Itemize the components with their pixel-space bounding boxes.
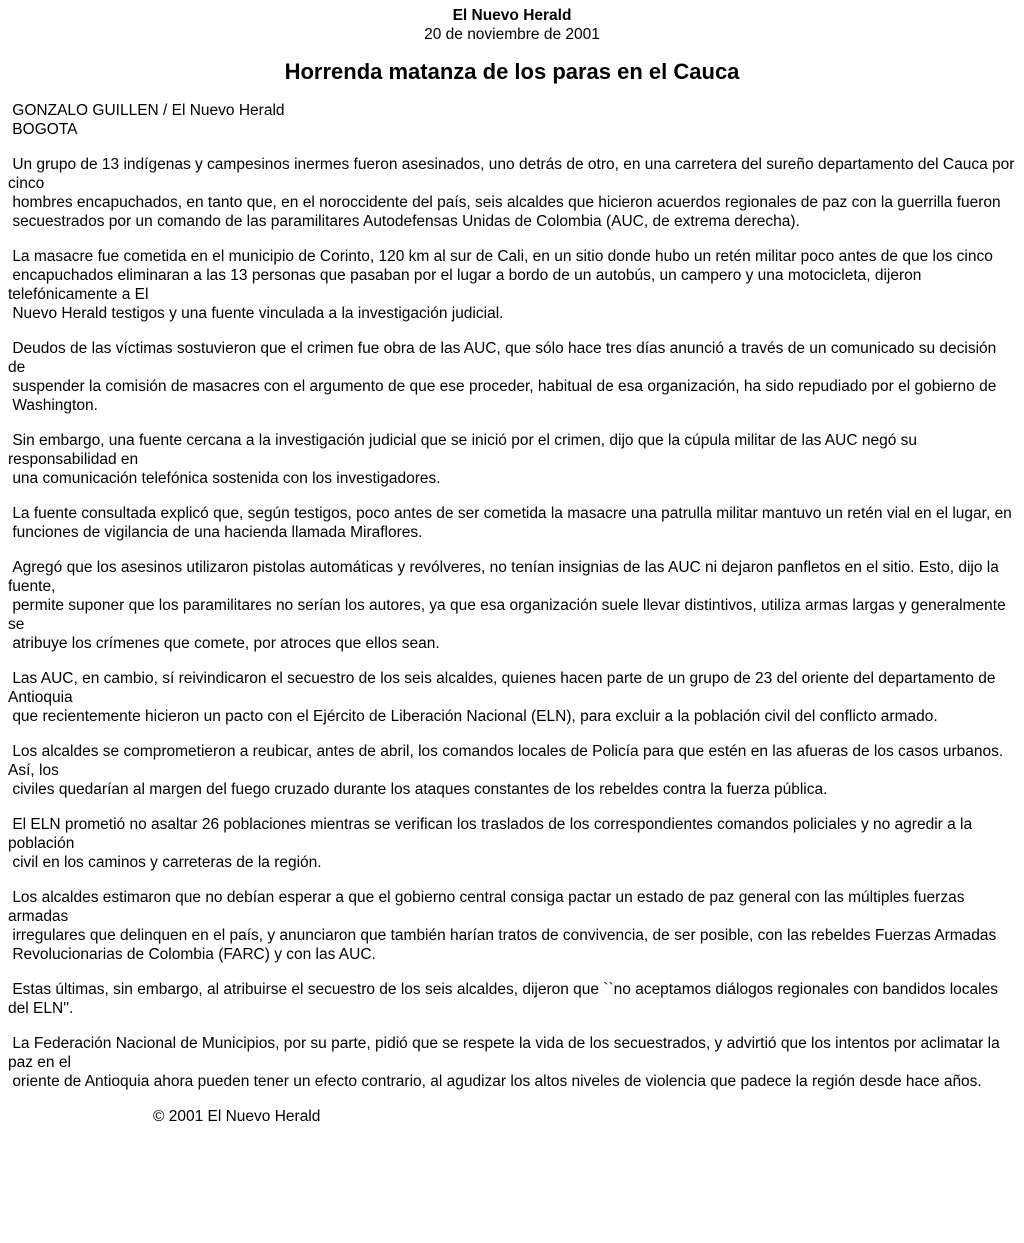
paragraph-line: atribuye los crímenes que comete, por atroces que ellos sean. bbox=[8, 635, 440, 652]
article-paragraph bbox=[8, 339, 1016, 415]
publication-name: El Nuevo Herald bbox=[452, 7, 572, 24]
article-meta bbox=[8, 101, 1016, 139]
article-paragraph bbox=[8, 504, 1016, 542]
paragraph-line: hombres encapuchados, en tanto que, en el noroccidente del país, seis alcaldes que hicieron acuerdos regionales de paz con la guerrilla fueron bbox=[8, 194, 1001, 211]
paragraph-line: La Federación Nacional de Municipios, por su parte, pidió que se respete la vida de los secuestrados, y advirtió que los intentos por aclimatar la paz en el bbox=[8, 1035, 1005, 1071]
dateline: BOGOTA bbox=[8, 121, 78, 138]
paragraph-line: una comunicación telefónica sostenida con los investigadores. bbox=[8, 470, 441, 487]
paragraph-line: civiles quedarían al margen del fuego cruzado durante los ataques constantes de los rebeldes contra la fuerza pública. bbox=[8, 781, 828, 798]
article-paragraph bbox=[8, 155, 1019, 231]
article-paragraph bbox=[8, 669, 1016, 726]
article-paragraph bbox=[8, 742, 1016, 799]
publication-date: 20 de noviembre de 2001 bbox=[424, 26, 600, 43]
paragraph-line: permite suponer que los paramilitares no serían los autores, ya que esa organización suele llevar distintivos, utiliza armas largas y generalmente se bbox=[8, 597, 1011, 633]
article-paragraph bbox=[8, 888, 1016, 964]
article-paragraph bbox=[8, 431, 1016, 488]
paragraph-line: que recientemente hicieron un pacto con el Ejército de Liberación Nacional (ELN), para excluir a la población civil del conflicto armado. bbox=[8, 708, 938, 725]
paragraph-line: irregulares que delinquen en el país, y anunciaron que también harían tratos de convivencia, de ser posible, con las rebeldes Fuerzas Armadas bbox=[8, 927, 997, 944]
paragraph-line: funciones de vigilancia de una hacienda llamada Miraflores. bbox=[8, 524, 423, 541]
paragraph-line: Los alcaldes se comprometieron a reubicar, antes de abril, los comandos locales de Policía para que estén en las afueras de los casos urbanos. Así, los bbox=[8, 743, 1007, 779]
masthead bbox=[8, 6, 1016, 44]
article-paragraph bbox=[8, 558, 1016, 653]
article-paragraph bbox=[8, 1034, 1016, 1091]
paragraph-line: La fuente consultada explicó que, según testigos, poco antes de ser cometida la masacre una patrulla militar mantuvo un retén vial en el lugar, en bbox=[8, 505, 1012, 522]
paragraph-line: secuestrados por un comando de las paramilitares Autodefensas Unidas de Colombia (AUC, de extrema derecha). bbox=[8, 213, 800, 230]
paragraph-line: Sin embargo, una fuente cercana a la investigación judicial que se inició por el crimen, dijo que la cúpula militar de las AUC negó su responsabilidad en bbox=[8, 432, 922, 468]
paragraph-line: oriente de Antioquia ahora pueden tener un efecto contrario, al agudizar los altos niveles de violencia que padece la región desde hace años. bbox=[8, 1073, 982, 1090]
paragraph-line: encapuchados eliminaran a las 13 personas que pasaban por el lugar a bordo de un autobús, un campero y una motocicleta, dijeron telefónicamente a El bbox=[8, 267, 926, 303]
paragraph-line: Washington. bbox=[8, 397, 98, 414]
article-body bbox=[8, 155, 1019, 1091]
paragraph-line: Un grupo de 13 indígenas y campesinos inermes fueron asesinados, uno detrás de otro, en una carretera del sureño departamento del Cauca por cinco bbox=[8, 156, 1019, 192]
paragraph-line: suspender la comisión de masacres con el argumento de que ese proceder, habitual de esa organización, ha sido repudiado por el gobierno de bbox=[8, 378, 997, 395]
paragraph-line: Los alcaldes estimaron que no debían esperar a que el gobierno central consiga pactar un estado de paz general con las múltiples fuerzas armadas bbox=[8, 889, 969, 925]
paragraph-line: Revolucionarias de Colombia (FARC) y con las AUC. bbox=[8, 946, 376, 963]
article-paragraph bbox=[8, 247, 1016, 323]
article-paragraph bbox=[8, 815, 1016, 872]
paragraph-line: Estas últimas, sin embargo, al atribuirse el secuestro de los seis alcaldes, dijeron que ``no aceptamos diálogos regionales con bandidos locales del ELN''. bbox=[8, 981, 1003, 1017]
paragraph-line: La masacre fue cometida en el municipio de Corinto, 120 km al sur de Cali, en un sitio donde hubo un retén militar poco antes de que los cinco bbox=[8, 248, 993, 265]
paragraph-line: Agregó que los asesinos utilizaron pistolas automáticas y revólveres, no tenían insignias de las AUC ni dejaron panfletos en el sitio. Esto, dijo la fuente, bbox=[8, 559, 1004, 595]
paragraph-line: civil en los caminos y carreteras de la región. bbox=[8, 854, 322, 871]
copyright-notice: © 2001 El Nuevo Herald bbox=[153, 1108, 321, 1125]
paragraph-line: El ELN prometió no asaltar 26 poblaciones mientras se verifican los traslados de los correspondientes comandos policiales y no agredir a la población bbox=[8, 816, 977, 852]
article-headline: Horrenda matanza de los paras en el Cauca bbox=[284, 59, 740, 84]
byline: GONZALO GUILLEN / El Nuevo Herald bbox=[8, 102, 285, 119]
paragraph-line: Las AUC, en cambio, sí reivindicaron el secuestro de los seis alcaldes, quienes hacen parte de un grupo de 23 del oriente del departamento de Antioquia bbox=[8, 670, 999, 706]
paragraph-line: Deudos de las víctimas sostuvieron que el crimen fue obra de las AUC, que sólo hace tres días anunció a través de un comunicado su decisión de bbox=[8, 340, 1001, 376]
article-paragraph bbox=[8, 980, 1016, 1018]
paragraph-line: Nuevo Herald testigos y una fuente vinculada a la investigación judicial. bbox=[8, 305, 504, 322]
